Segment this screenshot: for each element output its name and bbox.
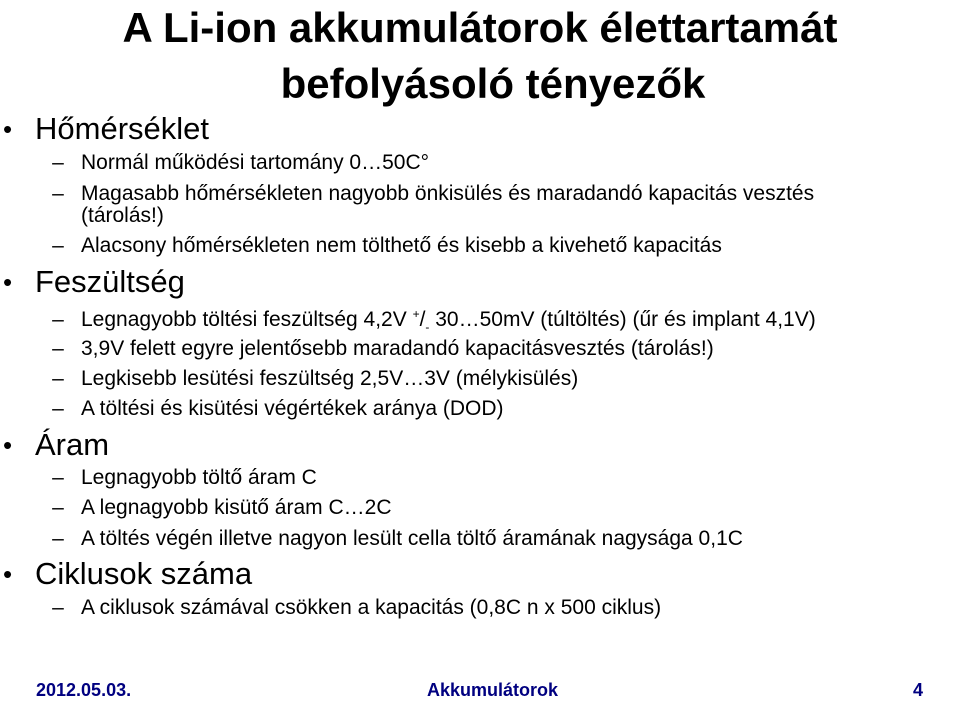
dash-icon: – (52, 337, 64, 360)
list-item-text: Legnagyobb töltő áram C (81, 466, 317, 489)
footer-topic: Akkumulátorok (427, 680, 559, 700)
section-heading-text: Ciklusok száma (35, 556, 253, 591)
list-item-text: (tárolás!) (81, 204, 164, 227)
bullet-icon: • (3, 559, 13, 589)
bullet-icon: • (3, 267, 13, 297)
section-heading-text: Feszültség (35, 264, 185, 299)
slide-title-line-1: A Li-ion akkumulátorok élettartamát (122, 4, 838, 51)
footer-date: 2012.05.03. (36, 680, 132, 700)
minus-subscript: - (425, 320, 430, 335)
page-number: 4 (913, 680, 924, 700)
dash-icon: – (52, 596, 64, 619)
slide-title (0, 0, 960, 112)
max-charge-voltage-text: Legnagyobb töltési feszültség 4,2V (81, 308, 413, 331)
slide-title-line-2: befolyásoló tényezők (280, 60, 706, 107)
dash-icon: – (52, 234, 64, 257)
list-item-text: Normál működési tartomány 0…50C° (81, 151, 430, 174)
list-item-text: 3,9V felett egyre jelentősebb maradandó kapacitásvesztés (tárolás!) (81, 337, 714, 360)
dash-icon: – (52, 496, 64, 519)
bullet-icon: • (3, 430, 13, 460)
dash-icon: – (52, 182, 64, 205)
list-item-text: Magasabb hőmérsékleten nagyobb önkisülés és maradandó kapacitás vesztés (81, 182, 815, 205)
list-item-text: Legkisebb lesütési feszültség 2,5V…3V (mélykisülés) (81, 367, 579, 390)
plus-superscript: + (412, 307, 420, 321)
slash-text: / (419, 308, 426, 331)
tolerance-text: 30…50mV (túltöltés) (űr és implant 4,1V) (429, 308, 816, 331)
section-heading-text: Hőmérséklet (35, 111, 209, 146)
list-item-text: A legnagyobb kisütő áram C…2C (81, 496, 392, 519)
list-item-text: A ciklusok számával csökken a kapacitás (0,8C n x 500 ciklus) (81, 596, 662, 619)
list-item-text: A töltési és kisütési végértékek aránya (DOD) (81, 397, 504, 420)
list-item-text: A töltés végén illetve nagyon lesült cella töltő áramának nagysága 0,1C (81, 527, 743, 550)
list-item-text: Alacsony hőmérsékleten nem tölthető és kisebb a kivehető kapacitás (81, 234, 722, 257)
bullet-icon: • (3, 114, 13, 144)
dash-icon: – (52, 397, 64, 420)
dash-icon: – (52, 367, 64, 390)
list-item-text (81, 307, 816, 333)
dash-icon: – (52, 151, 64, 174)
dash-icon: – (52, 308, 64, 331)
dash-icon: – (52, 527, 64, 550)
dash-icon: – (52, 466, 64, 489)
section-heading-text: Áram (35, 427, 110, 462)
